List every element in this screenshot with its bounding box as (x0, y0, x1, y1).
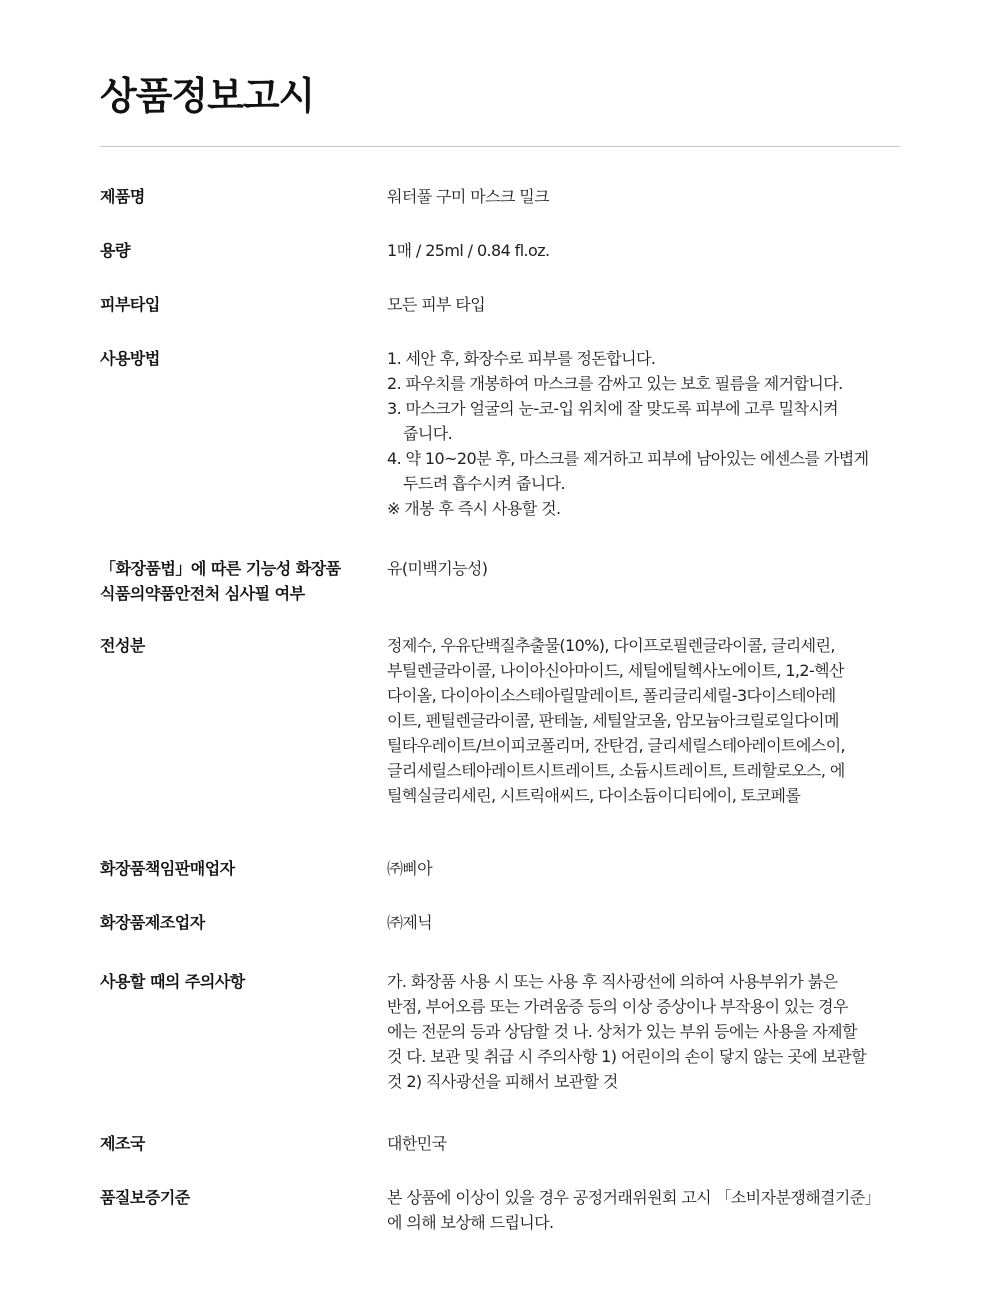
row-label: 제조국 (100, 1134, 145, 1153)
row-label: 사용할 때의 주의사항 (100, 972, 245, 991)
usage-note: ※ 개봉 후 즉시 사용할 것. (387, 499, 561, 518)
row-value: ㈜제닉 (387, 913, 433, 932)
row-value: 본 상품에 이상이 있을 경우 공정거래위원회 고시 「소비자분쟁해결기준」 에 의해 보상해 드립니다. (387, 1188, 881, 1232)
row-value: ㈜삐아 (387, 859, 433, 878)
usage-step-continued: 두드려 흡수시켜 줍니다. (403, 474, 566, 493)
usage-step: 3. 마스크가 얼굴의 눈-코-입 위치에 잘 맞도록 피부에 고루 밀착시켜 (387, 399, 839, 418)
row-value: 워터풀 구미 마스크 밀크 (387, 187, 550, 206)
row-label: 피부타입 (100, 295, 160, 314)
title-divider (100, 146, 900, 147)
row-label: 제품명 (100, 187, 145, 206)
row-label: 「화장품법」에 따른 기능성 화장품 식품의약품안전처 심사필 여부 (100, 559, 341, 603)
row-value: 정제수, 우유단백질추출물(10%), 다이프로필렌글라이콜, 글리세린, 부틸렌글라이콜, 나이아신아마이드, 세틸에틸헥사노에이트, 1,2-헥산 다이올, 다이아이소스테아릴말레이트, 폴리글리세릴-3다이스테아레 이트, 펜틸렌글라이콜, 판테놀, 세틸알코올, 암모늄아크릴로일다이메 틸타우레이트/브이피코폴리머, 잔탄검, 글리세릴스테아레이트에스이, 글리세릴스테아레이트시트레이트, 소듐시트레이트, 트레할로오스, 에 틸헥실글리세린, 시트릭애씨드, 다이소듐이디티에이, 토코페롤 (387, 636, 846, 805)
row-value: 가. 화장품 사용 시 또는 사용 후 직사광선에 의하여 사용부위가 붉은 반점, 부어오름 또는 가려움증 등의 이상 증상이나 부작용이 있는 경우 에는 전문의 등과 상담할 것 나. 상처가 있는 부위 등에는 사용을 자제할 것 다. 보관 및 취급 시 주의사항 1) 어린이의 손이 닿지 않는 곳에 보관할 것 2) 직사광선을 피해서 보관할 것 (387, 972, 867, 1091)
row-label: 화장품책임판매업자 (100, 859, 235, 878)
row-label: 화장품제조업자 (100, 913, 205, 932)
row-label: 품질보증기준 (100, 1188, 190, 1207)
page-title: 상품정보고시 (100, 74, 315, 118)
usage-step: 2. 파우치를 개봉하여 마스크를 감싸고 있는 보호 필름을 제거합니다. (387, 374, 843, 393)
row-value: 대한민국 (387, 1134, 447, 1153)
usage-step-continued: 줍니다. (403, 424, 453, 443)
row-value: 1매 / 25ml / 0.84 fl.oz. (387, 241, 550, 260)
usage-step: 1. 세안 후, 화장수로 피부를 정돈합니다. (387, 349, 656, 368)
row-label: 전성분 (100, 636, 145, 655)
row-label: 용량 (100, 241, 130, 260)
row-label: 사용방법 (100, 349, 160, 368)
usage-step: 4. 약 10~20분 후, 마스크를 제거하고 피부에 남아있는 에센스를 가볍게 (387, 449, 869, 468)
row-value: 모든 피부 타입 (387, 295, 486, 314)
row-value: 유(미백기능성) (387, 559, 488, 578)
row-value (387, 346, 907, 521)
